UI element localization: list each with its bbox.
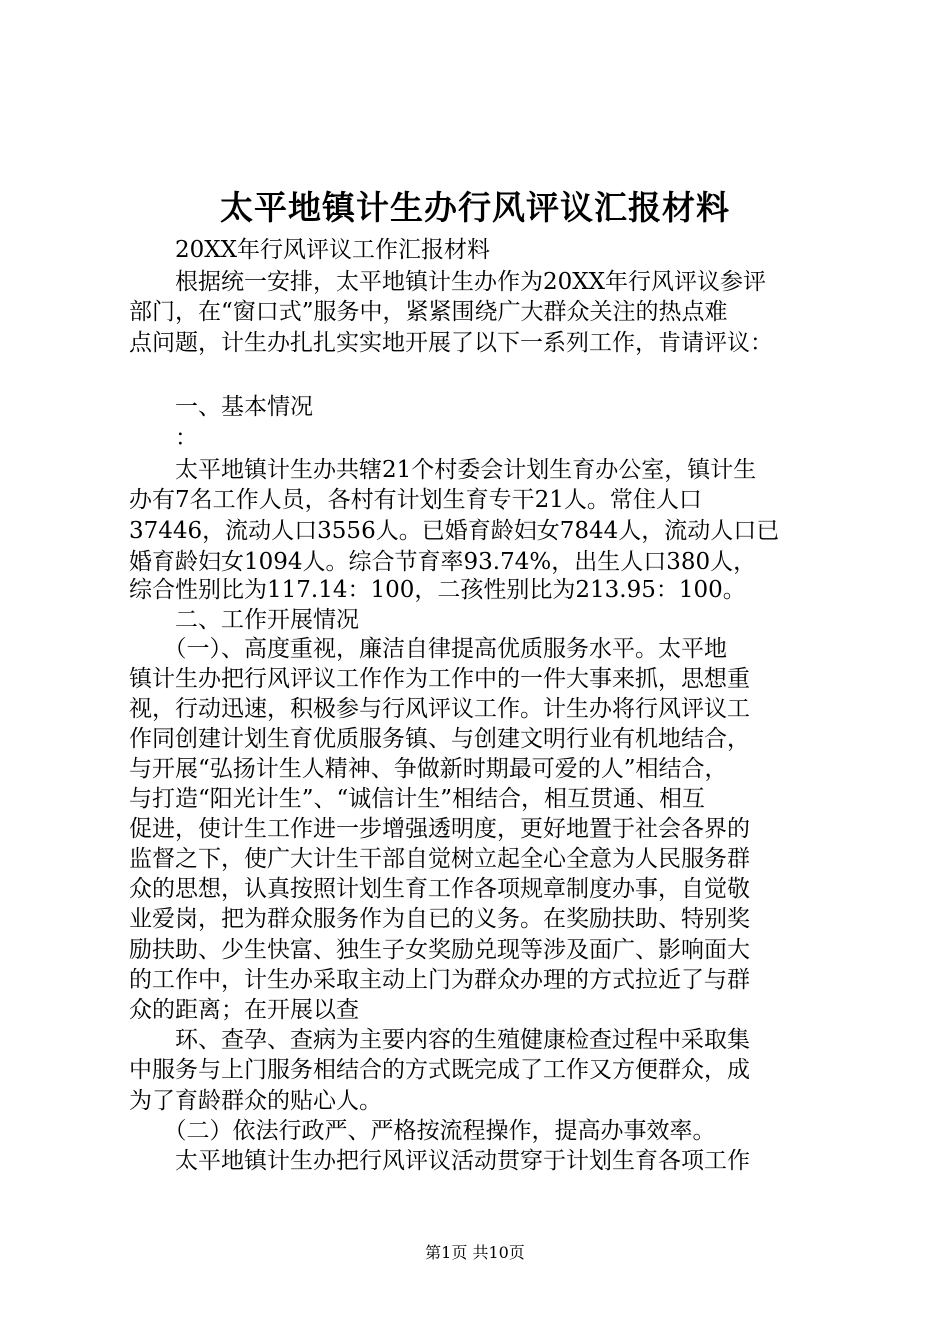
body-text-line: 为了育龄群众的贴心人。 bbox=[129, 1088, 382, 1114]
body-text-line: 监督之下，使广大计生干部自觉树立起全心全意为人民服务群 bbox=[129, 846, 750, 872]
body-text-line: 众的思想，认真按照计划生育工作各项规章制度办事，自觉敬 bbox=[129, 876, 750, 902]
body-text-line: 业爱岗，把为群众服务作为自已的义务。在奖励扶助、特别奖 bbox=[129, 906, 750, 932]
body-text-line: 婚育龄妇女1094人。综合节育率93.74%，出生人口380人， bbox=[129, 549, 757, 575]
body-text-line: 环、查孕、查病为主要内容的生殖健康检查过程中采取集 bbox=[129, 1027, 750, 1053]
body-text-line: 办有7名工作人员，各村有计划生育专干21人。常住人口 bbox=[129, 487, 702, 513]
body-text-line: 与打造“阳光计生”、“诚信计生”相结合，相互贯通、相互 bbox=[129, 786, 706, 812]
body-text-line: 太平地镇计生办共辖21个村委会计划生育办公室，镇计生 bbox=[129, 457, 757, 483]
body-text-line: ： bbox=[129, 425, 198, 451]
body-text-line: 众的距离；在开展以查 bbox=[129, 997, 359, 1023]
body-text-line: 二、工作开展情况 bbox=[129, 607, 359, 633]
body-text-line: 促进，使计生工作进一步增强透明度，更好地置于社会各界的 bbox=[129, 816, 750, 842]
page-number-footer: 第1页 共10页 bbox=[425, 1243, 525, 1262]
body-text-line: 20XX年行风评议工作汇报材料 bbox=[129, 237, 491, 263]
body-text-line: （一）、高度重视，廉洁自律提高优质服务水平。太平地 bbox=[129, 636, 727, 662]
body-text-line: 太平地镇计生办把行风评议活动贯穿于计划生育各项工作 bbox=[129, 1148, 750, 1174]
body-text-line: 点问题，计生办扎扎实实地开展了以下一系列工作，肯请评议： bbox=[129, 330, 773, 356]
body-text-line: 与开展“弘扬计生人精神、争做新时期最可爱的人”相结合， bbox=[129, 756, 728, 782]
body-text-line: 37446，流动人口3556人。已婚育龄妇女7844人，流动人口已 bbox=[129, 518, 780, 544]
body-text-line: 镇计生办把行风评议工作作为工作中的一件大事来抓，思想重 bbox=[129, 666, 750, 692]
body-text-line: （二）依法行政严、严格按流程操作，提高办事效率。 bbox=[129, 1118, 716, 1144]
body-text-line: 综合性别比为117.14：100，二孩性别比为213.95：100。 bbox=[129, 577, 746, 603]
document-title: 太平地镇计生办行风评议汇报材料 bbox=[220, 188, 730, 227]
body-text-line: 部门，在“窗口式”服务中，紧紧围绕广大群众关注的热点难 bbox=[129, 299, 728, 325]
body-text-line: 根据统一安排，太平地镇计生办作为20XX年行风评议参评 bbox=[129, 269, 767, 295]
body-text-line: 中服务与上门服务相结合的方式既完成了工作又方便群众，成 bbox=[129, 1057, 750, 1083]
body-text-line: 励扶助、少生快富、独生子女奖励兑现等涉及面广、影响面大 bbox=[129, 937, 750, 963]
body-text-line: 作同创建计划生育优质服务镇、与创建文明行业有机地结合， bbox=[129, 726, 750, 752]
body-text-line: 的工作中，计生办采取主动上门为群众办理的方式拉近了与群 bbox=[129, 967, 750, 993]
body-text-line: 视，行动迅速，积极参与行风评议工作。计生办将行风评议工 bbox=[129, 696, 750, 722]
body-text-line: 一、基本情况 bbox=[129, 394, 313, 420]
